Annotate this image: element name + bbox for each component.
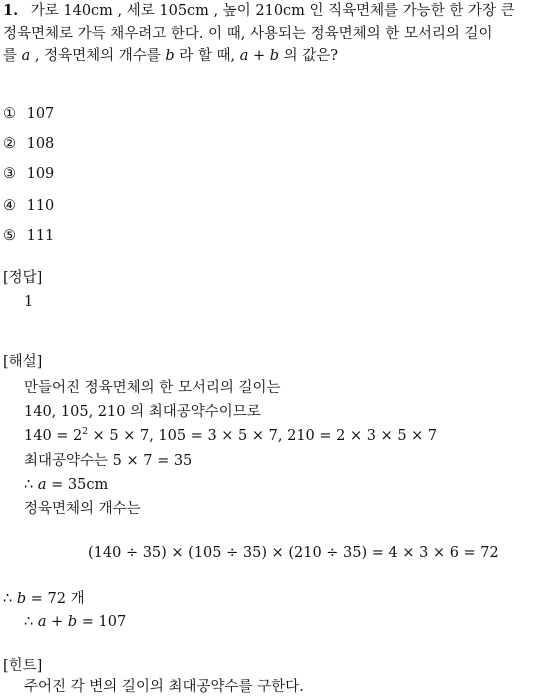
choice-text-3: 109 — [26, 166, 55, 182]
var-a: a — [21, 48, 31, 64]
hint-label: [힌트] — [3, 658, 43, 674]
question-line-1 — [3, 1, 515, 21]
choice-text-2: 108 — [26, 136, 55, 152]
explanation-line-6: 정육면체의 개수는 — [24, 501, 141, 517]
explanation-line-1: 만들어진 정육면체의 한 모서리의 길이는 — [24, 380, 281, 396]
choice-text-5: 111 — [26, 228, 55, 244]
plus-sign: + — [46, 614, 68, 630]
choice-1[interactable] — [3, 104, 54, 124]
explanation-line-8 — [3, 589, 85, 609]
question-text-3b: , 정육면체의 개수를 — [30, 48, 166, 64]
var-b: b — [165, 48, 175, 64]
question-text-1: 가로 140cm , 세로 105cm , 높이 210cm 인 직육면체를 가능한 한 가장 큰 — [30, 3, 515, 19]
result-b: = 72 개 — [26, 591, 85, 607]
question-line-2 — [3, 24, 493, 44]
explanation-formula: (140 ÷ 35) × (105 ÷ 35) × (210 ÷ 35) = 4 × 3 × 6 = 72 — [88, 545, 499, 561]
question-text-3a: 를 — [3, 48, 22, 64]
explanation-label: [해설] — [3, 354, 43, 370]
choice-marker-3: ③ — [3, 166, 16, 182]
var-a: a — [37, 477, 47, 493]
choice-3[interactable] — [3, 164, 54, 184]
answer-value: 1 — [24, 294, 34, 310]
therefore-symbol: ∴ — [3, 591, 17, 607]
therefore-symbol: ∴ — [24, 614, 38, 630]
var-b: b — [16, 591, 27, 607]
question-number: 1. — [3, 2, 19, 19]
choice-text-4: 110 — [26, 198, 55, 214]
expr-a-plus-b: a + b — [239, 48, 280, 64]
factorization-140: 140 = 2 — [24, 428, 83, 444]
var-b: b — [67, 614, 78, 630]
result-sum: = 107 — [77, 614, 127, 630]
explanation-line-9 — [24, 612, 126, 632]
choice-2[interactable] — [3, 134, 54, 154]
question-text-3c: 라 할 때, — [174, 48, 240, 64]
answer-label: [정답] — [3, 270, 43, 286]
result-a: = 35cm — [46, 477, 109, 493]
question-line-3 — [3, 46, 338, 66]
explanation-line-2: 140, 105, 210 의 최대공약수이므로 — [24, 404, 261, 420]
choice-marker-1: ① — [3, 106, 16, 122]
therefore-symbol: ∴ — [24, 477, 38, 493]
exponent: 2 — [82, 427, 89, 437]
hint-text: 주어진 각 변의 길이의 최대공약수를 구한다. — [24, 679, 304, 695]
explanation-line-4: 최대공약수는 5 × 7 = 35 — [24, 453, 193, 469]
var-a: a — [37, 614, 47, 630]
choice-marker-4: ④ — [3, 198, 16, 214]
explanation-line-3 — [24, 426, 437, 446]
choice-marker-5: ⑤ — [3, 228, 16, 244]
question-text-2: 정육면체로 가득 채우려고 한다. 이 때, 사용되는 정육면체의 한 모서리의 길이 — [3, 26, 493, 42]
choice-5[interactable] — [3, 226, 54, 246]
explanation-line-5 — [24, 475, 108, 495]
choice-4[interactable] — [3, 196, 54, 216]
choice-marker-2: ② — [3, 136, 16, 152]
question-text-3d: 의 값은? — [279, 48, 339, 64]
choice-text-1: 107 — [26, 106, 55, 122]
factorization-rest: × 5 × 7, 105 = 3 × 5 × 7, 210 = 2 × 3 × 5 × 7 — [88, 428, 438, 444]
